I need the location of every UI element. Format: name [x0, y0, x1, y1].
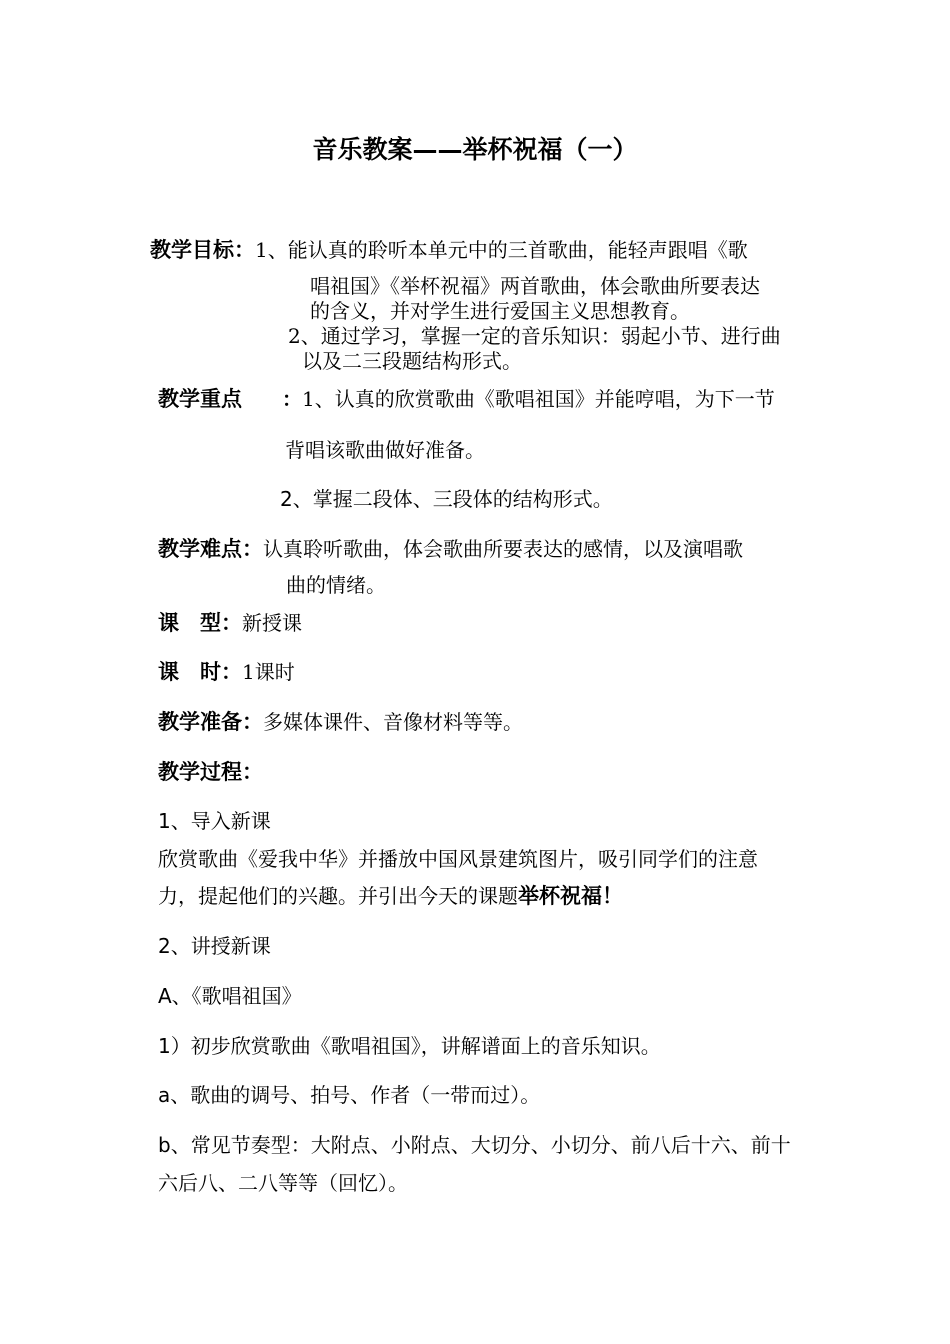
key-points-line-2: 背唱该歌曲做好准备。: [285, 438, 485, 462]
lesson-topic-emphasis: 举杯祝福！: [518, 883, 623, 908]
difficulty-row: [158, 536, 743, 562]
part-a-title: A、《歌唱祖国》: [158, 984, 302, 1008]
key-points-first: [282, 386, 775, 412]
lesson-time-label: 课 时：: [158, 659, 242, 684]
process-label: 教学过程：: [158, 759, 263, 784]
item-b-line-1: b、常见节奏型：大附点、小附点、大切分、小切分、前八后十六、前十: [158, 1133, 791, 1157]
step-2-title: 2、讲授新课: [158, 934, 271, 958]
lesson-type-row: [158, 610, 302, 636]
goals-line-1: 1、能认真的聆听本单元中的三首歌曲，能轻声跟唱《歌: [255, 238, 748, 262]
lesson-type-label: 课 型：: [158, 610, 242, 635]
step-1-title: 1、导入新课: [158, 809, 271, 833]
goals-label: 教学目标：: [150, 237, 255, 262]
key-points-line-3: 2、掌握二段体、三段体的结构形式。: [280, 487, 613, 511]
difficulty-line-1: 认真聆听歌曲，体会歌曲所要表达的感情，以及演唱歌: [263, 537, 743, 561]
step-1-line-2-row: [158, 883, 623, 909]
key-points-label: 教学重点: [158, 386, 242, 411]
lesson-type-value: 新授课: [242, 611, 302, 635]
item-1: 1）初步欣赏歌曲《歌唱祖国》，讲解谱面上的音乐知识。: [158, 1034, 661, 1058]
step-1-line-1: 欣赏歌曲《爱我中华》并播放中国风景建筑图片，吸引同学们的注意: [158, 847, 758, 871]
preparation-row: [158, 709, 523, 735]
process-heading: [158, 759, 263, 785]
key-points-row: [158, 386, 242, 412]
goals-line-4: 2、通过学习，掌握一定的音乐知识：弱起小节、进行曲: [288, 324, 781, 348]
page-title: 音乐教案——举杯祝福（一）: [312, 135, 638, 164]
preparation-value: 多媒体课件、音像材料等等。: [263, 710, 523, 734]
item-b-line-2: 六后八、二八等等（回忆）。: [158, 1171, 408, 1195]
goals-line-2: 唱祖国》《举杯祝福》两首歌曲，体会歌曲所要表达: [310, 274, 760, 298]
key-points-line-1: 1、认真的欣赏歌曲《歌唱祖国》并能哼唱，为下一节: [302, 387, 775, 411]
difficulty-line-2: 曲的情绪。: [286, 573, 386, 597]
step-1-line-2: 力，提起他们的兴趣。并引出今天的课题: [158, 884, 518, 908]
lesson-time-value: 1课时: [242, 660, 295, 684]
lesson-time-row: [158, 659, 295, 685]
preparation-label: 教学准备：: [158, 709, 263, 734]
goals-line-5: 以及二三段题结构形式。: [302, 349, 522, 373]
key-points-colon: ：: [282, 387, 302, 411]
goals-line-3: 的含义，并对学生进行爱国主义思想教育。: [310, 299, 690, 323]
difficulty-label: 教学难点：: [158, 536, 263, 561]
item-a: a、歌曲的调号、拍号、作者（一带而过）。: [158, 1083, 541, 1107]
goals-row: [150, 237, 748, 263]
